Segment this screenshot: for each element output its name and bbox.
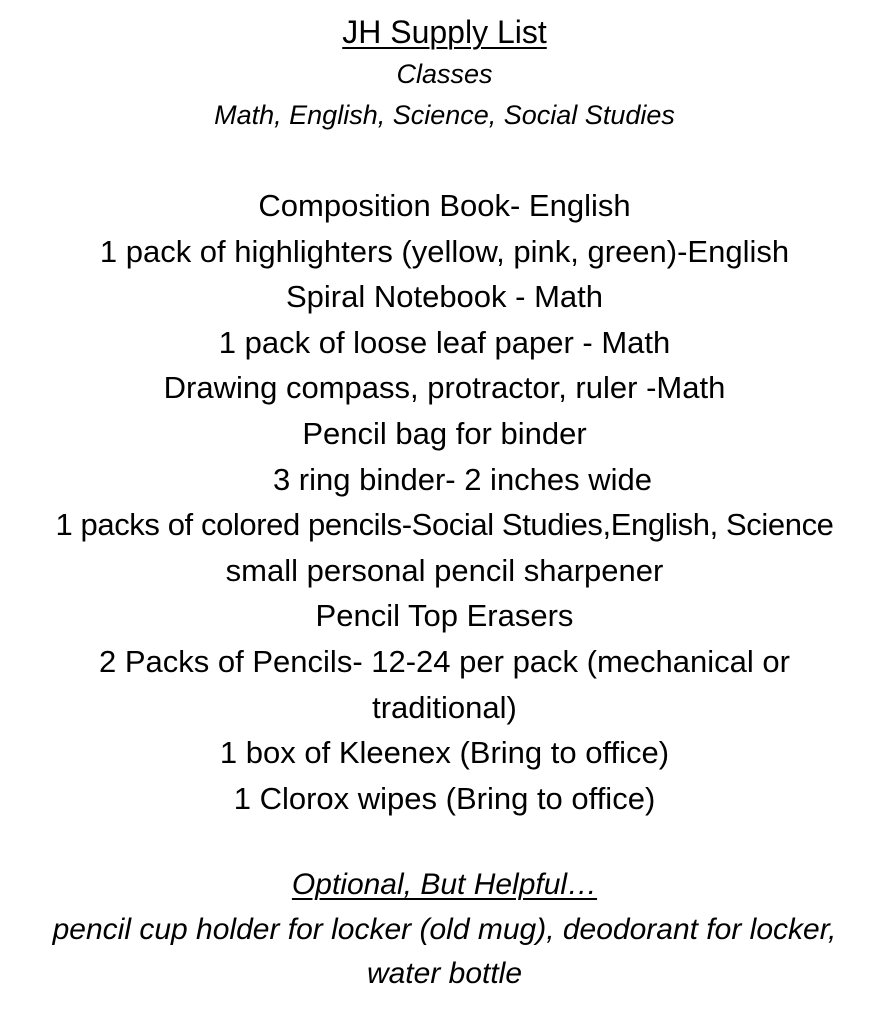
supply-item: 2 Packs of Pencils- 12-24 per pack (mechanical or traditional)	[99, 643, 790, 725]
optional-heading	[0, 862, 889, 908]
supply-item: 1 packs of colored pencils-Social Studies,English, Science	[55, 507, 834, 543]
supply-item: 1 pack of highlighters (yellow, pink, green)-English	[99, 233, 790, 269]
optional-items: pencil cup holder for locker (old mug), deodorant for locker, water bottle	[52, 913, 837, 990]
supply-item: small personal pencil sharpener	[225, 552, 664, 588]
supply-item: Pencil bag for binder	[302, 415, 587, 451]
supply-item: Pencil Top Erasers	[315, 598, 574, 634]
classes-list: Math, English, Science, Social Studies	[214, 100, 675, 130]
supply-items-list	[0, 183, 889, 821]
supply-item: 1 pack of loose leaf paper - Math	[218, 324, 671, 360]
optional-heading-text: Optional, But Helpful…	[291, 868, 598, 901]
page-title	[0, 12, 889, 52]
supply-item: Drawing compass, protractor, ruler -Math	[163, 370, 726, 406]
supply-item: 3 ring binder- 2 inches wide	[272, 461, 653, 497]
title-text: JH Supply List	[342, 14, 547, 50]
supply-item: Composition Book- English	[258, 188, 631, 223]
classes-label: Classes	[396, 59, 493, 89]
supply-item: 1 Clorox wipes (Bring to office)	[233, 780, 656, 816]
supply-item: 1 box of Kleenex (Bring to office)	[219, 735, 670, 771]
supply-item: Spiral Notebook - Math	[285, 279, 604, 315]
